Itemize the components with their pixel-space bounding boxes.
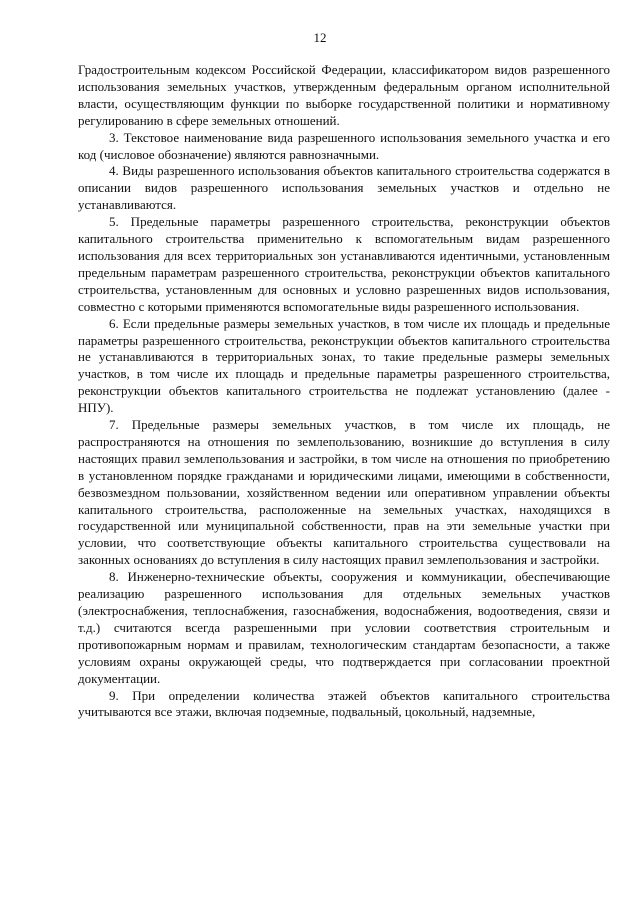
paragraph-item-5: 5. Предельные параметры разрешенного строительства, реконструкции объектов капитального строительства применительно к вспомогательным видам разрешенного использования для всех территориальных зон устанавливаются идентичными, установленным предельным параметрам разрешенного строительства, реконструкции объектов капитального строительства, установленным для основных и условно разрешенных видов использования, совместно с которыми применяются вспомогательные виды разрешенного использования. [78, 214, 610, 314]
page-number: 12 [313, 30, 327, 45]
paragraph-item-7: 7. Предельные размеры земельных участков, в том числе их площадь, не распространяются на отношения по землепользованию, возникшие до вступления в силу настоящих правил землепользования и застройки, в том числе на отношения по приобретению в установленном порядке гражданами и юридическими лицами, имеющими в собственности, безвозмездном пользовании, хозяйственном ведении или оперативном управлении объекты капитального строительства, расположенные на земельных участках, находящихся в государственной или муниципальной собственности, прав на эти земельные участки при условии, что соответствующие объекты капитального строительства существовали на законных основаниях до вступления в силу настоящих правил землепользования и застройки. [78, 417, 610, 568]
paragraph-continuation: Градостроительным кодексом Российской Федерации, классификатором видов разрешенного использования земельных участков, утвержденным федеральным органом исполнительной власти, осуществляющим функции по выборке государственной политики и нормативному регулированию в сфере земельных отношений. [78, 62, 610, 128]
document-body [78, 62, 610, 721]
paragraph-item-9: 9. При определении количества этажей объектов капитального строительства учитываются все этажи, включая подземные, подвальный, цокольный, надземные, [78, 687, 610, 720]
paragraph-item-4: 4. Виды разрешенного использования объектов капитального строительства содержатся в описании видов разрешенного использования земельных участков и отдельно не устанавливаются. [78, 163, 610, 213]
paragraph-item-6: 6. Если предельные размеры земельных участков, в том числе их площадь и предельные параметры разрешенного строительства, реконструкции объектов капитального строительства не устанавливаются в территориальных зонах, то такие предельные размеры земельных участков, в том числе их площадь и предельные параметры разрешенного строительства, реконструкции объектов капитального строительства не подлежат установлению (далее - НПУ). [78, 315, 610, 416]
paragraph-item-8: 8. Инженерно-технические объекты, сооружения и коммуникации, обеспечивающие реализацию разрешенного использования для отдельных земельных участков (электроснабжения, теплоснабжения, газоснабжения, водоснабжения, водоотведения, связи и т.д.) считаются всегда разрешенными при условии соответствия строительным и противопожарным нормам и правилам, технологическим стандартам безопасности, а также условиям охраны окружающей среды, что подтверждается при согласовании проектной документации. [78, 569, 610, 686]
paragraph-item-3: 3. Текстовое наименование вида разрешенного использования земельного участка и его код (числовое обозначение) являются равнозначными. [78, 129, 610, 162]
